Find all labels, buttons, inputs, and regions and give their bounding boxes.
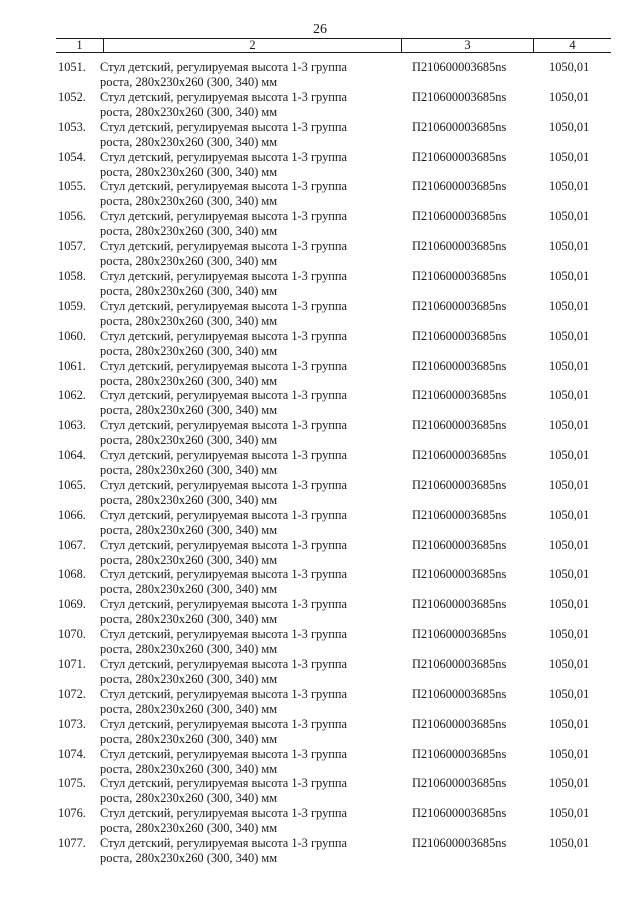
description-line-2: роста, 280x230x260 (300, 340) мм (100, 373, 278, 388)
table-row (0, 657, 640, 687)
description-line-1: Стул детский, регулируемая высота 1-3 группа (100, 627, 348, 642)
row-code: П210600003685ns (412, 179, 507, 194)
description-line-1: Стул детский, регулируемая высота 1-3 группа (100, 149, 348, 164)
row-price: 1050,01 (549, 806, 590, 821)
table-row (0, 747, 640, 777)
description-line-1: Стул детский, регулируемая высота 1-3 группа (100, 686, 348, 701)
description-line-1: Стул детский, регулируемая высота 1-3 группа (100, 836, 348, 851)
row-number: 1072. (58, 686, 86, 701)
row-code: П210600003685ns (412, 836, 507, 851)
row-code: П210600003685ns (412, 328, 507, 343)
row-price: 1050,01 (549, 60, 590, 74)
row-number: 1051. (58, 60, 86, 74)
description-line-1: Стул детский, регулируемая высота 1-3 группа (100, 239, 348, 254)
description-line-1: Стул детский, регулируемая высота 1-3 группа (100, 60, 348, 74)
row-number: 1058. (58, 268, 86, 283)
description-line-1: Стул детский, регулируемая высота 1-3 группа (100, 328, 348, 343)
description-line-2: роста, 280x230x260 (300, 340) мм (100, 761, 278, 776)
description-line-2: роста, 280x230x260 (300, 340) мм (100, 522, 278, 537)
row-description (100, 90, 400, 120)
row-description (100, 329, 400, 359)
row-description (100, 567, 400, 597)
description-line-1: Стул детский, регулируемая высота 1-3 группа (100, 806, 348, 821)
row-price: 1050,01 (549, 776, 590, 791)
row-description (100, 717, 400, 747)
row-price: 1050,01 (549, 627, 590, 642)
table-row (0, 359, 640, 389)
row-price: 1050,01 (549, 179, 590, 194)
row-description (100, 508, 400, 538)
table-row (0, 90, 640, 120)
description-line-1: Стул детский, регулируемая высота 1-3 группа (100, 298, 348, 313)
row-price: 1050,01 (549, 746, 590, 761)
row-number: 1070. (58, 627, 86, 642)
row-number: 1067. (58, 537, 86, 552)
description-line-2: роста, 280x230x260 (300, 340) мм (100, 75, 278, 89)
row-description (100, 269, 400, 299)
row-code: П210600003685ns (412, 776, 507, 791)
table-row (0, 567, 640, 597)
row-code: П210600003685ns (412, 209, 507, 224)
row-number: 1053. (58, 119, 86, 134)
row-price: 1050,01 (549, 716, 590, 731)
description-line-2: роста, 280x230x260 (300, 340) мм (100, 582, 278, 597)
row-price: 1050,01 (549, 836, 590, 851)
row-code: П210600003685ns (412, 298, 507, 313)
description-line-1: Стул детский, регулируемая высота 1-3 группа (100, 477, 348, 492)
description-line-2: роста, 280x230x260 (300, 340) мм (100, 642, 278, 657)
row-code: П210600003685ns (412, 567, 507, 582)
row-description (100, 239, 400, 269)
row-price: 1050,01 (549, 448, 590, 463)
row-description (100, 179, 400, 209)
row-description (100, 209, 400, 239)
description-line-1: Стул детский, регулируемая высота 1-3 группа (100, 89, 348, 104)
description-line-1: Стул детский, регулируемая высота 1-3 группа (100, 418, 348, 433)
row-number: 1064. (58, 448, 86, 463)
row-price: 1050,01 (549, 328, 590, 343)
row-number: 1068. (58, 567, 86, 582)
row-number: 1054. (58, 149, 86, 164)
row-price: 1050,01 (549, 537, 590, 552)
description-line-1: Стул детский, регулируемая высота 1-3 группа (100, 119, 348, 134)
row-code: П210600003685ns (412, 507, 507, 522)
description-line-1: Стул детский, регулируемая высота 1-3 группа (100, 537, 348, 552)
table-row (0, 627, 640, 657)
row-number: 1066. (58, 507, 86, 522)
row-price: 1050,01 (549, 119, 590, 134)
row-number: 1062. (58, 388, 86, 403)
table-row (0, 776, 640, 806)
table-row (0, 538, 640, 568)
row-price: 1050,01 (549, 268, 590, 283)
description-line-2: роста, 280x230x260 (300, 340) мм (100, 433, 278, 448)
table-row (0, 329, 640, 359)
description-line-1: Стул детский, регулируемая высота 1-3 группа (100, 597, 348, 612)
row-code: П210600003685ns (412, 716, 507, 731)
description-line-2: роста, 280x230x260 (300, 340) мм (100, 492, 278, 507)
row-code: П210600003685ns (412, 239, 507, 254)
row-number: 1065. (58, 477, 86, 492)
row-description (100, 776, 400, 806)
row-description (100, 60, 400, 90)
table-row (0, 388, 640, 418)
row-price: 1050,01 (549, 388, 590, 403)
row-number: 1060. (58, 328, 86, 343)
row-number: 1061. (58, 358, 86, 373)
row-price: 1050,01 (549, 597, 590, 612)
row-description (100, 687, 400, 717)
header-col-2: 2 (249, 38, 256, 52)
description-line-1: Стул детский, регулируемая высота 1-3 группа (100, 746, 348, 761)
row-number: 1071. (58, 657, 86, 671)
table-row (0, 597, 640, 627)
row-code: П210600003685ns (412, 388, 507, 403)
table-row (0, 209, 640, 239)
table-row (0, 806, 640, 836)
description-line-2: роста, 280x230x260 (300, 340) мм (100, 403, 278, 418)
row-description (100, 478, 400, 508)
row-description (100, 806, 400, 836)
table-header (56, 38, 611, 53)
row-price: 1050,01 (549, 477, 590, 492)
row-number: 1075. (58, 776, 86, 791)
description-line-2: роста, 280x230x260 (300, 340) мм (100, 194, 278, 209)
row-code: П210600003685ns (412, 89, 507, 104)
table-row (0, 448, 640, 478)
header-bottom-rule (56, 52, 611, 53)
row-description (100, 150, 400, 180)
row-description (100, 120, 400, 150)
description-line-1: Стул детский, регулируемая высота 1-3 группа (100, 507, 348, 522)
table-row (0, 717, 640, 747)
row-price: 1050,01 (549, 89, 590, 104)
description-line-2: роста, 280x230x260 (300, 340) мм (100, 134, 278, 149)
row-number: 1059. (58, 298, 86, 313)
row-code: П210600003685ns (412, 119, 507, 134)
table-row (0, 239, 640, 269)
description-line-2: роста, 280x230x260 (300, 340) мм (100, 552, 278, 567)
description-line-1: Стул детский, регулируемая высота 1-3 группа (100, 179, 348, 194)
row-code: П210600003685ns (412, 448, 507, 463)
row-description (100, 747, 400, 777)
row-price: 1050,01 (549, 209, 590, 224)
row-description (100, 836, 400, 866)
row-code: П210600003685ns (412, 60, 507, 74)
table-row (0, 60, 640, 90)
row-code: П210600003685ns (412, 149, 507, 164)
table-row (0, 179, 640, 209)
row-number: 1057. (58, 239, 86, 254)
description-line-2: роста, 280x230x260 (300, 340) мм (100, 821, 278, 836)
row-number: 1074. (58, 746, 86, 761)
row-description (100, 597, 400, 627)
row-description (100, 418, 400, 448)
row-code: П210600003685ns (412, 268, 507, 283)
description-line-2: роста, 280x230x260 (300, 340) мм (100, 104, 278, 119)
row-number: 1069. (58, 597, 86, 612)
table-row (0, 687, 640, 717)
row-code: П210600003685ns (412, 657, 507, 671)
table-row (0, 120, 640, 150)
description-line-2: роста, 280x230x260 (300, 340) мм (100, 224, 278, 239)
description-line-1: Стул детский, регулируемая высота 1-3 группа (100, 716, 348, 731)
description-line-1: Стул детский, регулируемая высота 1-3 группа (100, 268, 348, 283)
description-line-2: роста, 280x230x260 (300, 340) мм (100, 283, 278, 298)
row-price: 1050,01 (549, 239, 590, 254)
header-col-3: 3 (464, 38, 471, 52)
row-number: 1056. (58, 209, 86, 224)
row-number: 1052. (58, 89, 86, 104)
row-description (100, 299, 400, 329)
description-line-1: Стул детский, регулируемая высота 1-3 группа (100, 657, 348, 671)
row-price: 1050,01 (549, 507, 590, 522)
row-number: 1077. (58, 836, 86, 851)
page-number: 26 (313, 22, 327, 37)
row-price: 1050,01 (549, 418, 590, 433)
row-description (100, 627, 400, 657)
description-line-2: роста, 280x230x260 (300, 340) мм (100, 313, 278, 328)
row-price: 1050,01 (549, 686, 590, 701)
description-line-2: роста, 280x230x260 (300, 340) мм (100, 463, 278, 478)
row-code: П210600003685ns (412, 686, 507, 701)
row-number: 1063. (58, 418, 86, 433)
row-code: П210600003685ns (412, 597, 507, 612)
description-line-2: роста, 280x230x260 (300, 340) мм (100, 254, 278, 269)
row-price: 1050,01 (549, 358, 590, 373)
description-line-2: роста, 280x230x260 (300, 340) мм (100, 672, 278, 686)
description-line-2: роста, 280x230x260 (300, 340) мм (100, 164, 278, 179)
table-row (0, 418, 640, 448)
description-line-2: роста, 280x230x260 (300, 340) мм (100, 791, 278, 806)
row-price: 1050,01 (549, 567, 590, 582)
row-price: 1050,01 (549, 149, 590, 164)
row-description (100, 448, 400, 478)
table-row (0, 836, 640, 866)
row-code: П210600003685ns (412, 537, 507, 552)
table-row (0, 478, 640, 508)
row-code: П210600003685ns (412, 627, 507, 642)
header-col-1: 1 (76, 38, 83, 52)
description-line-2: роста, 280x230x260 (300, 340) мм (100, 731, 278, 746)
description-line-2: роста, 280x230x260 (300, 340) мм (100, 851, 278, 866)
description-line-2: роста, 280x230x260 (300, 340) мм (100, 612, 278, 627)
row-description (100, 388, 400, 418)
row-code: П210600003685ns (412, 358, 507, 373)
description-line-1: Стул детский, регулируемая высота 1-3 группа (100, 776, 348, 791)
row-price: 1050,01 (549, 298, 590, 313)
description-line-1: Стул детский, регулируемая высота 1-3 группа (100, 388, 348, 403)
row-description (100, 359, 400, 389)
row-code: П210600003685ns (412, 806, 507, 821)
row-description (100, 538, 400, 568)
row-number: 1073. (58, 716, 86, 731)
table-row (0, 299, 640, 329)
table-row (0, 508, 640, 538)
description-line-2: роста, 280x230x260 (300, 340) мм (100, 701, 278, 716)
row-description (100, 657, 400, 687)
table-row (0, 269, 640, 299)
row-price: 1050,01 (549, 657, 590, 671)
row-number: 1076. (58, 806, 86, 821)
row-number: 1055. (58, 179, 86, 194)
description-line-1: Стул детский, регулируемая высота 1-3 группа (100, 567, 348, 582)
header-col-4: 4 (569, 38, 576, 52)
row-code: П210600003685ns (412, 477, 507, 492)
description-line-1: Стул детский, регулируемая высота 1-3 группа (100, 358, 348, 373)
description-line-1: Стул детский, регулируемая высота 1-3 группа (100, 448, 348, 463)
row-code: П210600003685ns (412, 746, 507, 761)
row-code: П210600003685ns (412, 418, 507, 433)
description-line-2: роста, 280x230x260 (300, 340) мм (100, 343, 278, 358)
table-row (0, 150, 640, 180)
description-line-1: Стул детский, регулируемая высота 1-3 группа (100, 209, 348, 224)
